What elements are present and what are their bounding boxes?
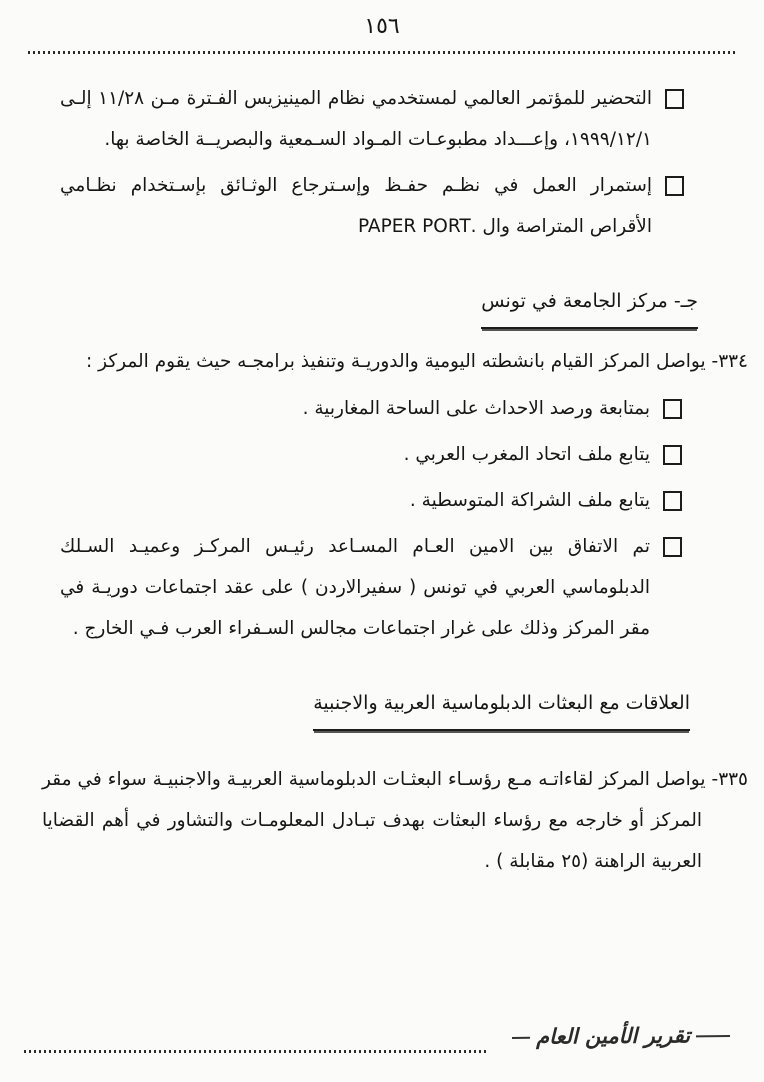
- page-number: ١٥٦: [364, 14, 400, 39]
- paragraph-334: ٣٣٤- يواصل المركز القيام بانشطته اليومية والدوريـة وتنفيذ برامجـه حيث يقوم المركز :: [86, 351, 748, 372]
- activities-list: [42, 78, 748, 247]
- spacer: [42, 731, 748, 747]
- section-heading-tunis-center: جـ- مركز الجامعة في تونس: [42, 281, 748, 329]
- list-item-text: يتابع ملف اتحاد المغرب العربي .: [403, 444, 650, 465]
- top-divider: [28, 51, 736, 54]
- square-bullet-icon: [665, 89, 684, 109]
- list-item: [60, 165, 684, 247]
- square-bullet-icon: [663, 445, 682, 465]
- list-item-text: يتابع ملف الشراكة المتوسطية .: [409, 490, 650, 511]
- list-item-text: بمتابعة ورصد الاحداث على الساحة المغاربية .: [302, 398, 650, 419]
- list-item: [60, 526, 682, 649]
- list-item-text: التحضير للمؤتمر العالمي لمستخدمي نظام المينيزيس الفـترة مـن ١١/٢٨ إلـى ١٩٩٩/١٢/١، وإعـــداد مطبوعـات المـواد السـمعية والبصريــة الخاصة بها.: [60, 88, 652, 150]
- page-footer: [0, 1024, 764, 1070]
- tunis-center-tasks-list: [42, 388, 748, 649]
- footer-handwritten-note: [506, 1023, 736, 1049]
- square-bullet-icon: [663, 537, 682, 557]
- paragraph-335: ٣٣٥- يواصل المركز لقاءاتـه مـع رؤسـاء البعثـات الدبلوماسية العربيـة والاجنبيـة سواء في مقر المركز أو خارجه مع رؤساء البعثات بهدف تبـادل المعلومـات والتشاور في أهم القضايا العربية الراهنة (٢٥ مقابلة ) .: [42, 769, 748, 872]
- list-item: [60, 480, 682, 521]
- list-item: [60, 434, 682, 475]
- list-item-text: تم الاتفاق بين الامين العـام المسـاعد رئيـس المركـز وعميـد السـلك الدبلوماسي العربي في تونس ( سفيرالاردن ) على عقد اجتماعات دوريـة في مقر المركز وذلك على غرار اجتماعات مجالس السـفراء العرب فـي الخارج .: [60, 536, 650, 639]
- section-heading-diplomatic-relations: العلاقات مع البعثات الدبلوماسية العربية والاجنبية: [42, 683, 748, 731]
- document-body: [42, 78, 748, 882]
- list-item: [60, 388, 682, 429]
- footer-note-text: تقرير الأمين العام: [535, 1023, 691, 1049]
- square-bullet-icon: [663, 491, 682, 511]
- dash-line: [512, 1037, 530, 1039]
- list-item-text: إستمرار العمل في نظـم حفـظ وإسـترجاع الوثـائق بإسـتخدام نظـامي الأقراص المتراصة وال .PAPER PORT: [60, 175, 652, 237]
- square-bullet-icon: [665, 176, 684, 196]
- list-item: [60, 78, 684, 160]
- dash-line: [696, 1035, 730, 1037]
- bottom-divider: [24, 1050, 486, 1053]
- square-bullet-icon: [663, 399, 682, 419]
